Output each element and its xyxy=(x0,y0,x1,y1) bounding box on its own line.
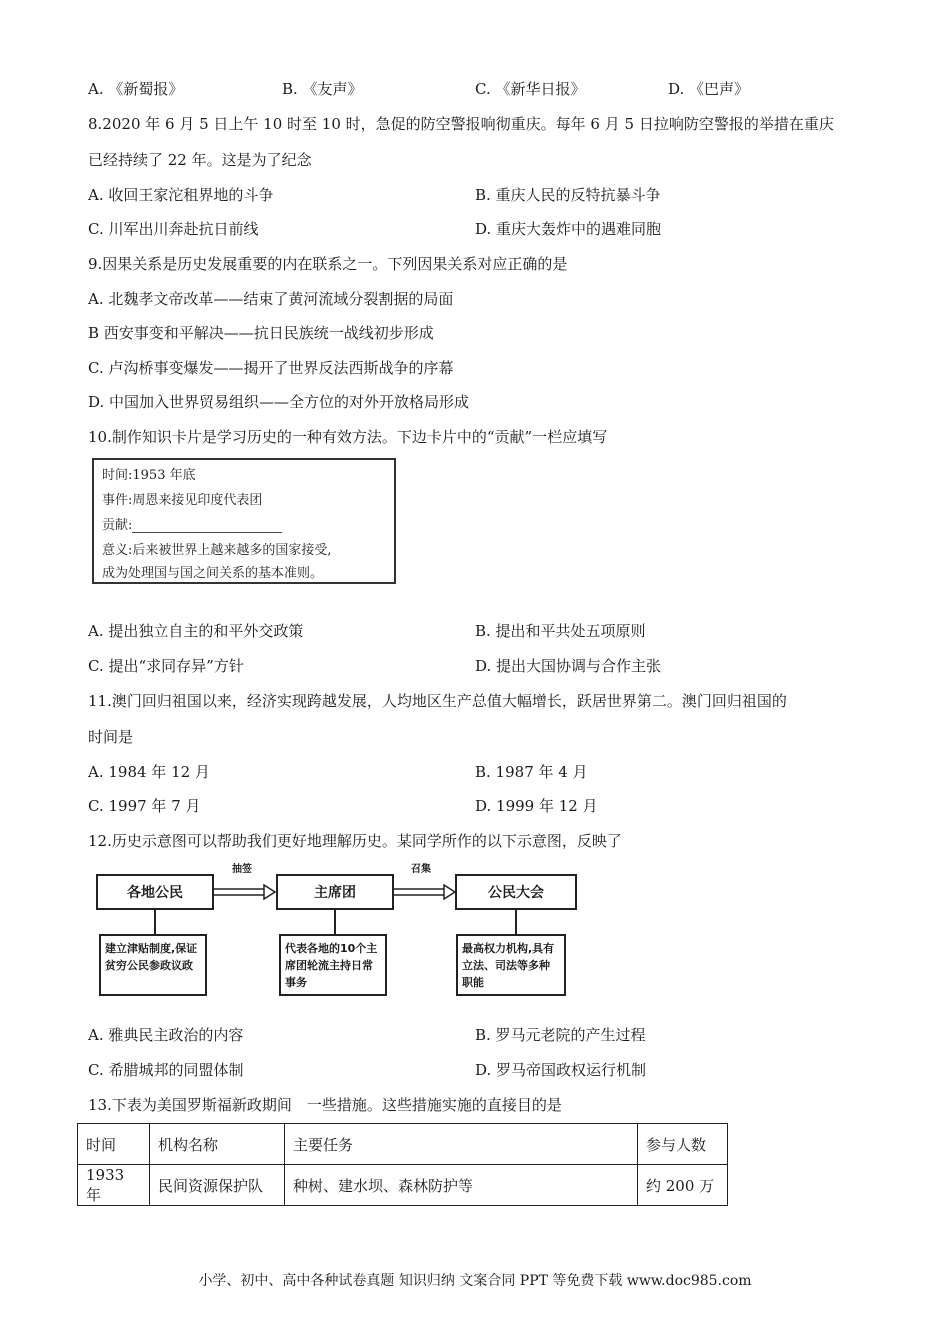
table-header: 时间 xyxy=(78,1124,150,1165)
connector-line xyxy=(154,910,156,934)
q13-stem: 13.下表为美国罗斯福新政期间 一些措施。这些措施实施的直接目的是 xyxy=(88,1096,562,1114)
table-row xyxy=(78,1165,728,1206)
q7-option-a: A. 《新蜀报》 xyxy=(88,80,184,98)
card-event: 事件:周恩来接见印度代表团 xyxy=(102,493,263,508)
arrow-label-convene: 召集 xyxy=(411,864,431,875)
diagram-box-assembly: 公民大会 xyxy=(455,874,577,910)
q9-stem: 9.因果关系是历史发展重要的内在联系之一。下列因果关系对应正确的是 xyxy=(88,255,568,273)
connector-line xyxy=(334,910,336,934)
table-cell: 种树、建水坝、森林防护等 xyxy=(285,1165,638,1206)
q12-option-c: C. 希腊城邦的同盟体制 xyxy=(88,1061,244,1079)
arrow-label-lottery: 抽签 xyxy=(232,864,252,875)
q8-option-a: A. 收回王家沱租界地的斗争 xyxy=(88,186,274,204)
q11-option-b: B. 1987 年 4 月 xyxy=(475,763,588,781)
q9-option-c: C. 卢沟桥事变爆发——揭开了世界反法西斯战争的序幕 xyxy=(88,359,454,377)
diagram-note-presidium: 代表各地的10个主席团轮流主持日常事务 xyxy=(279,934,387,996)
q10-option-a: A. 提出独立自主的和平外交政策 xyxy=(88,622,304,640)
page-footer: 小学、初中、高中各种试卷真题 知识归纳 文案合同 PPT 等免费下载 www.doc985.com xyxy=(198,1273,752,1289)
q11-stem-line2: 时间是 xyxy=(88,728,134,746)
diagram-note-assembly: 最高权力机构,具有立法、司法等多种职能 xyxy=(456,934,566,996)
diagram-note-citizens: 建立津贴制度,保证贫穷公民参政议政 xyxy=(99,934,207,996)
q9-option-d: D. 中国加入世界贸易组织——全方位的对外开放格局形成 xyxy=(88,393,470,411)
card-contribution-blank xyxy=(132,518,282,533)
card-time: 时间:1953 年底 xyxy=(102,468,196,483)
table-header: 机构名称 xyxy=(150,1124,285,1165)
arrow-right-icon xyxy=(214,884,276,900)
q9-option-a: A. 北魏孝文帝改革——结束了黄河流域分裂割据的局面 xyxy=(88,290,454,308)
arrow-right-icon xyxy=(394,884,456,900)
q11-option-a: A. 1984 年 12 月 xyxy=(88,763,210,781)
q8-stem-line1: 8.2020 年 6 月 5 日上午 10 时至 10 时，急促的防空警报响彻重庆。每年 6 月 5 日拉响防空警报的举措在重庆 xyxy=(88,115,834,133)
q11-stem-line1: 11.澳门回归祖国以来，经济实现跨越发展，人均地区生产总值大幅增长，跃居世界第二。澳门回归祖国的 xyxy=(88,692,787,710)
table-header: 参与人数 xyxy=(638,1124,728,1165)
q11-option-c: C. 1997 年 7 月 xyxy=(88,797,201,815)
card-contribution-label: 贡献: xyxy=(102,518,133,533)
q12-option-d: D. 罗马帝国政权运行机制 xyxy=(475,1061,647,1079)
table-header-row xyxy=(78,1124,728,1165)
table-cell: 民间资源保护队 xyxy=(150,1165,285,1206)
table-cell: 约 200 万 xyxy=(638,1165,728,1206)
q7-option-c: C. 《新华日报》 xyxy=(475,80,586,98)
q12-option-a: A. 雅典民主政治的内容 xyxy=(88,1026,244,1044)
table-cell: 1933 年 xyxy=(78,1165,150,1206)
table-header: 主要任务 xyxy=(285,1124,638,1165)
q9-option-b: B 西安事变和平解决——抗日民族统一战线初步形成 xyxy=(88,324,434,342)
q12-stem: 12.历史示意图可以帮助我们更好地理解历史。某同学所作的以下示意图，反映了 xyxy=(88,832,622,850)
q11-option-d: D. 1999 年 12 月 xyxy=(475,797,598,815)
q10-option-c: C. 提出“求同存异”方针 xyxy=(88,657,244,675)
q7-option-b: B. 《友声》 xyxy=(282,80,363,98)
card-meaning-line2: 成为处理国与国之间关系的基本准则。 xyxy=(102,566,324,581)
diagram-box-citizens: 各地公民 xyxy=(96,874,214,910)
q10-option-d: D. 提出大国协调与合作主张 xyxy=(475,657,662,675)
q8-stem-line2: 已经持续了 22 年。这是为了纪念 xyxy=(88,151,312,169)
card-meaning-line1: 意义:后来被世界上越来越多的国家接受, xyxy=(102,543,332,558)
knowledge-card xyxy=(92,458,396,584)
connector-line xyxy=(515,910,517,934)
q10-option-b: B. 提出和平共处五项原则 xyxy=(475,622,646,640)
q13-table xyxy=(77,1123,728,1206)
q7-option-d: D. 《巴声》 xyxy=(668,80,750,98)
q8-option-b: B. 重庆人民的反特抗暴斗争 xyxy=(475,186,661,204)
q10-stem: 10.制作知识卡片是学习历史的一种有效方法。下边卡片中的“贡献”一栏应填写 xyxy=(88,428,608,446)
q8-option-d: D. 重庆大轰炸中的遇难同胞 xyxy=(475,220,662,238)
diagram-box-presidium: 主席团 xyxy=(276,874,394,910)
q8-option-c: C. 川军出川奔赴抗日前线 xyxy=(88,220,259,238)
q12-option-b: B. 罗马元老院的产生过程 xyxy=(475,1026,646,1044)
card-contribution xyxy=(102,514,282,533)
